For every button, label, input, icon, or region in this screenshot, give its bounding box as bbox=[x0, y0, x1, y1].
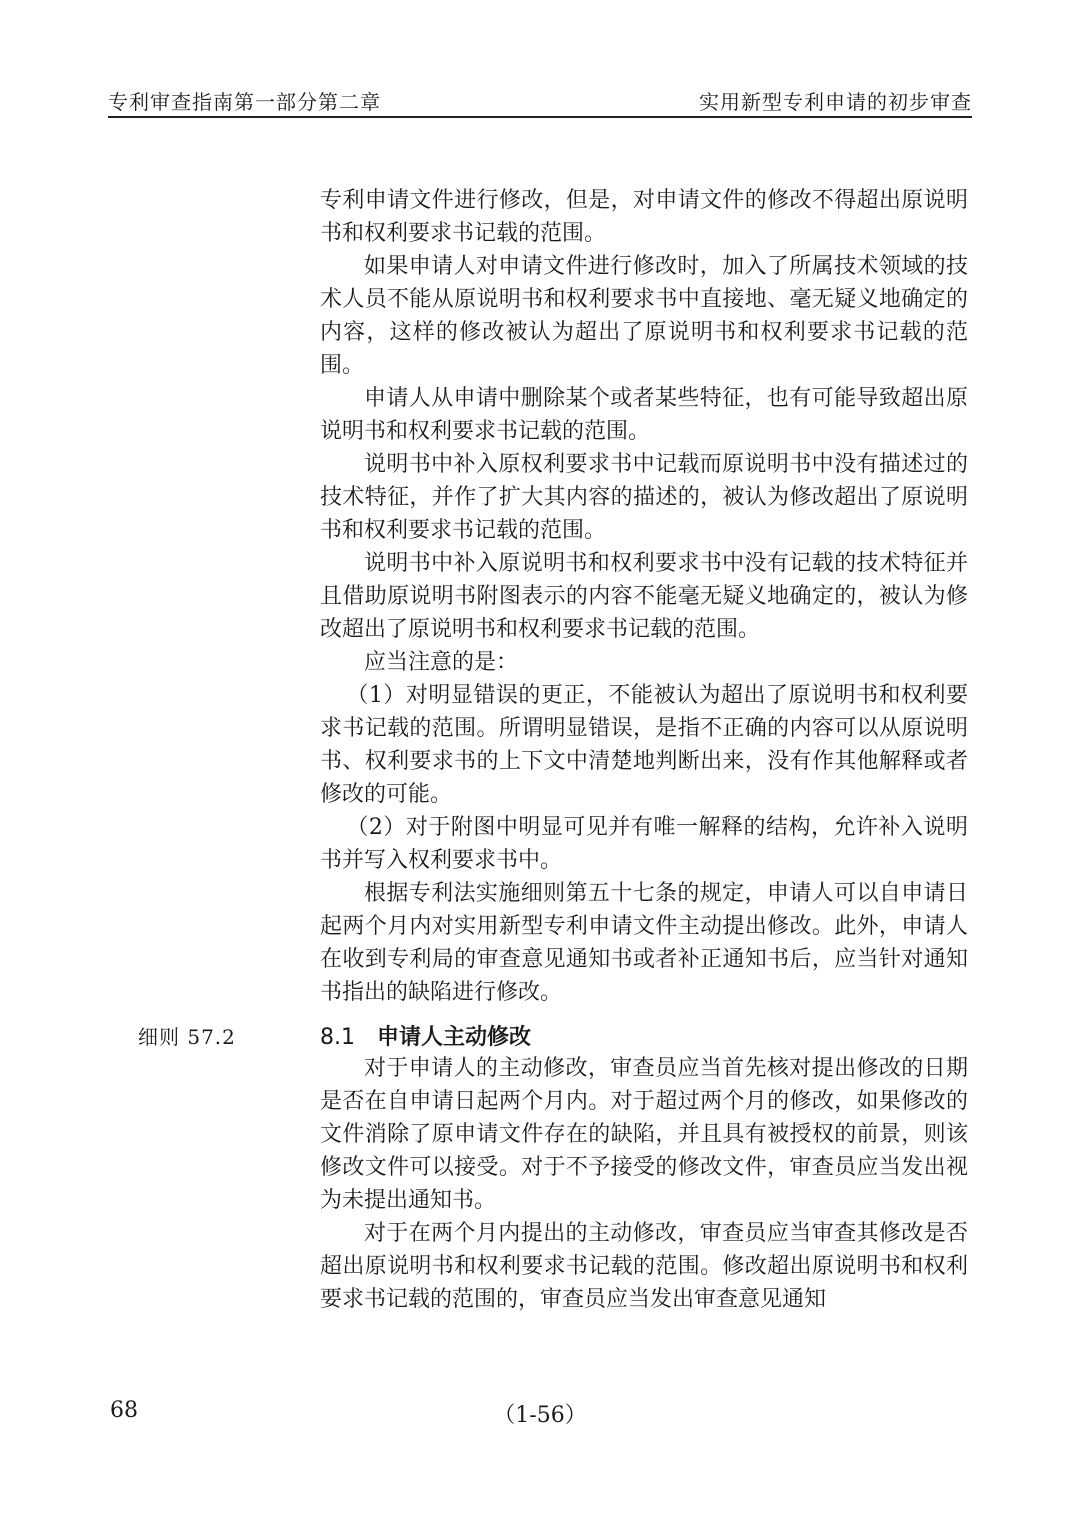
paragraph: 申请人从申请中删除某个或者某些特征，也有可能导致超出原说明书和权利要求书记载的范围。 bbox=[320, 386, 968, 444]
paragraph: 说明书中补入原说明书和权利要求书中没有记载的技术特征并且借助原说明书附图表示的内容不能毫无疑义地确定的，被认为修改超出了原说明书和权利要求书记载的范围。 bbox=[320, 551, 968, 642]
list-item: （1）对明显错误的更正，不能被认为超出了原说明书和权利要求书记载的范围。所谓明显错误，是指不正确的内容可以从原说明书、权利要求书的上下文中清楚地判断出来，没有作其他解释或者修改的可能。 bbox=[320, 683, 968, 807]
paragraph: 说明书中补入原权利要求书中记载而原说明书中没有描述过的技术特征，并作了扩大其内容的描述的，被认为修改超出了原说明书和权利要求书记载的范围。 bbox=[320, 452, 968, 543]
body-text bbox=[320, 184, 968, 1009]
section-heading bbox=[320, 1020, 531, 1051]
section-body-text bbox=[320, 1052, 968, 1316]
paragraph: 对于申请人的主动修改，审查员应当首先核对提出修改的日期是否在自申请日起两个月内。对于超过两个月的修改，如果修改的文件消除了原申请文件存在的缺陷，并且具有被授权的前景，则该修改文件可以接受。对于不予接受的修改文件，审查员应当发出视为未提出通知书。 bbox=[320, 1056, 968, 1213]
running-header-chapter: 专利审查指南第一部分第二章 bbox=[108, 90, 381, 114]
running-header-topic: 实用新型专利申请的初步审查 bbox=[699, 90, 972, 114]
section-title: 申请人主动修改 bbox=[377, 1025, 532, 1050]
paragraph: 应当注意的是： bbox=[364, 650, 519, 675]
page-code: （1-56） bbox=[493, 1403, 587, 1428]
margin-reference-note: 细则 57.2 bbox=[138, 1025, 236, 1049]
section-number: 8.1 bbox=[320, 1025, 355, 1050]
paragraph: 对于在两个月内提出的主动修改，审查员应当审查其修改是否超出原说明书和权利要求书记载的范围。修改超出原说明书和权利要求书记载的范围的，审查员应当发出审查意见通知 bbox=[320, 1221, 968, 1312]
page-number: 68 bbox=[110, 1398, 138, 1423]
list-item: （2）对于附图中明显可见并有唯一解释的结构，允许补入说明书并写入权利要求书中。 bbox=[320, 815, 968, 873]
paragraph: 专利申请文件进行修改，但是，对申请文件的修改不得超出原说明书和权利要求书记载的范围。 bbox=[320, 188, 968, 246]
paragraph: 如果申请人对申请文件进行修改时，加入了所属技术领域的技术人员不能从原说明书和权利要求书中直接地、毫无疑义地确定的内容，这样的修改被认为超出了原说明书和权利要求书记载的范围。 bbox=[320, 254, 968, 378]
header-divider bbox=[108, 116, 972, 118]
paragraph: 根据专利法实施细则第五十七条的规定，申请人可以自申请日起两个月内对实用新型专利申请文件主动提出修改。此外，申请人在收到专利局的审查意见通知书或者补正通知书后，应当针对通知书指出的缺陷进行修改。 bbox=[320, 881, 968, 1005]
